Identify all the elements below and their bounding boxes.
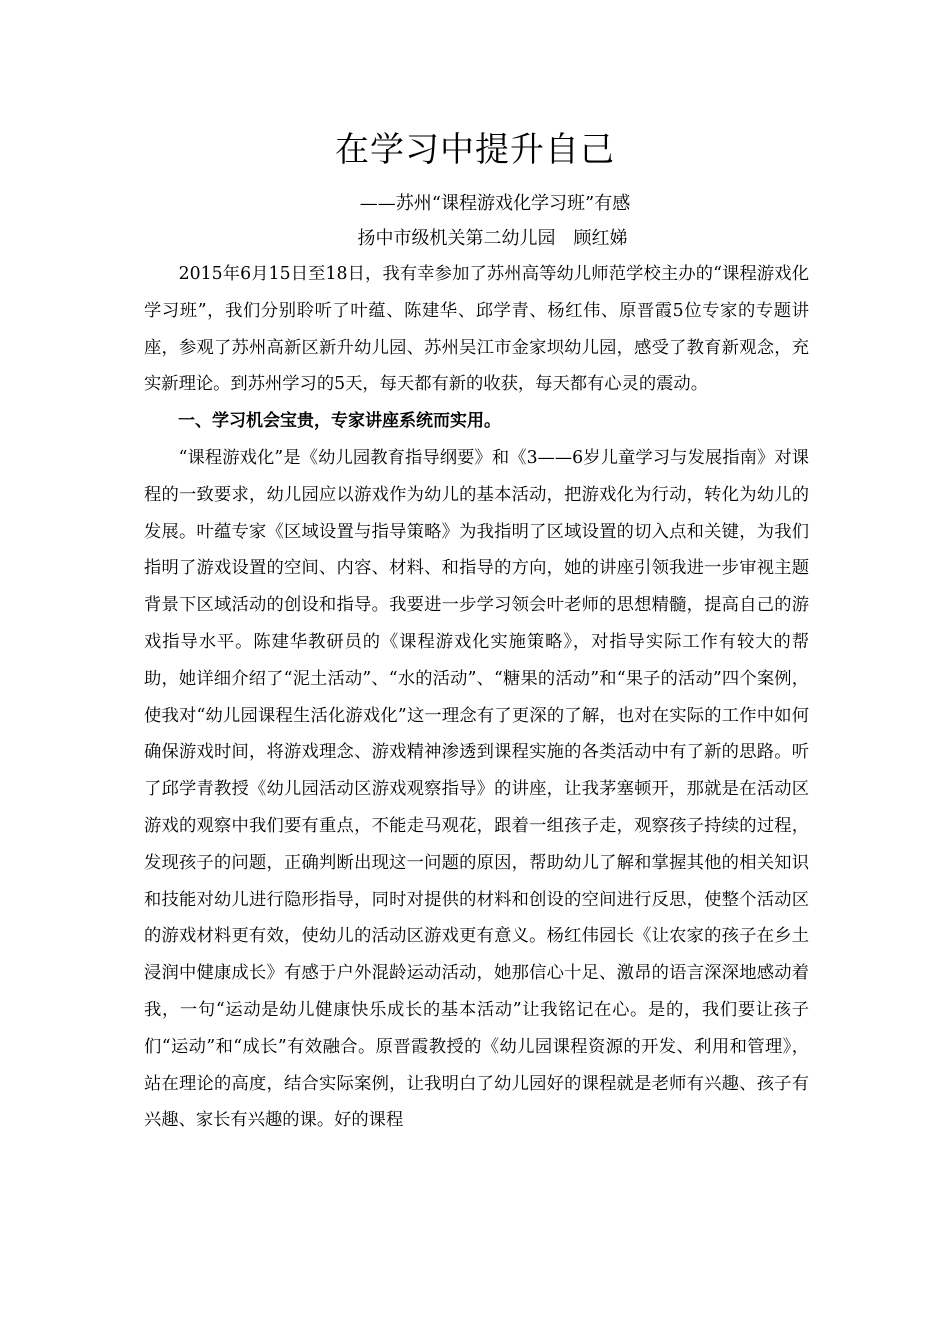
document-subtitle: ——苏州“课程游戏化学习班”有感 bbox=[359, 193, 631, 214]
document-author: 扬中市级机关第二幼儿园 顾红娣 bbox=[357, 228, 628, 249]
section-heading-1: 一、学习机会宝贵，专家讲座系统而实用。 bbox=[178, 411, 501, 432]
document-title: 在学习中提升自己 bbox=[335, 130, 615, 170]
paragraph-section-1: “课程游戏化”是《幼儿园教育指导纲要》和《3——6岁儿童学习与发展指南》对课程的一致要求，幼儿园应以游戏作为幼儿的基本活动，把游戏化为行动，转化为幼儿的发展。叶蕴专家《区域设置与指导策略》为我指明了区域设置的切入点和关键，为我们指明了游戏设置的空间、内容、材料、和指导的方向，她的讲座引领我进一步审视主题背景下区域活动的创设和指导。我要进一步学习领会叶老师的思想精髓，提高自己的游戏指导水平。陈建华教研员的《课程游戏化实施策略》，对指导实际工作有较大的帮助，她详细介绍了“泥土活动”、“水的活动”、“糖果的活动”和“果子的活动”四个案例，使我对“幼儿园课程生活化游戏化”这一理念有了更深的了解，也对在实际的工作中如何确保游戏时间，将游戏理念、游戏精神渗透到课程实施的各类活动中有了新的思路。听了邱学青教授《幼儿园活动区游戏观察指导》的讲座，让我茅塞顿开，那就是在活动区游戏的观察中我们要有重点，不能走马观花，跟着一组孩子走，观察孩子持续的过程，发现孩子的问题，正确判断出现这一问题的原因，帮助幼儿了解和掌握其他的相关知识和技能对幼儿进行隐形指导，同时对提供的材料和创设的空间进行反思，使整个活动区的游戏材料更有效，使幼儿的活动区游戏更有意义。杨红伟园长《让农家的孩子在乡土浸润中健康成长》有感于户外混龄运动活动，她那信心十足、激昂的语言深深地感动着我，一句“运动是幼儿健康快乐成长的基本活动”让我铭记在心。是的，我们要让孩子们“运动”和“成长”有效融合。原晋霞教授的《幼儿园课程资源的开发、利用和管理》，站在理论的高度，结合实际案例，让我明白了幼儿园好的课程就是老师有兴趣、孩子有兴趣、家长有兴趣的课。好的课程 bbox=[144, 447, 809, 1131]
paragraph-intro: 2015年6月15日至18日，我有幸参加了苏州高等幼儿师范学校主办的“课程游戏化学习班”，我们分别聆听了叶蕴、陈建华、邱学青、杨红伟、原晋霞5位专家的专题讲座，参观了苏州高新区新升幼儿园、苏州吴江市金家坝幼儿园，感受了教育新观念，充实新理论。到苏州学习的5天，每天都有新的收获，每天都有心灵的震动。 bbox=[144, 264, 809, 395]
document-body bbox=[144, 256, 809, 1139]
